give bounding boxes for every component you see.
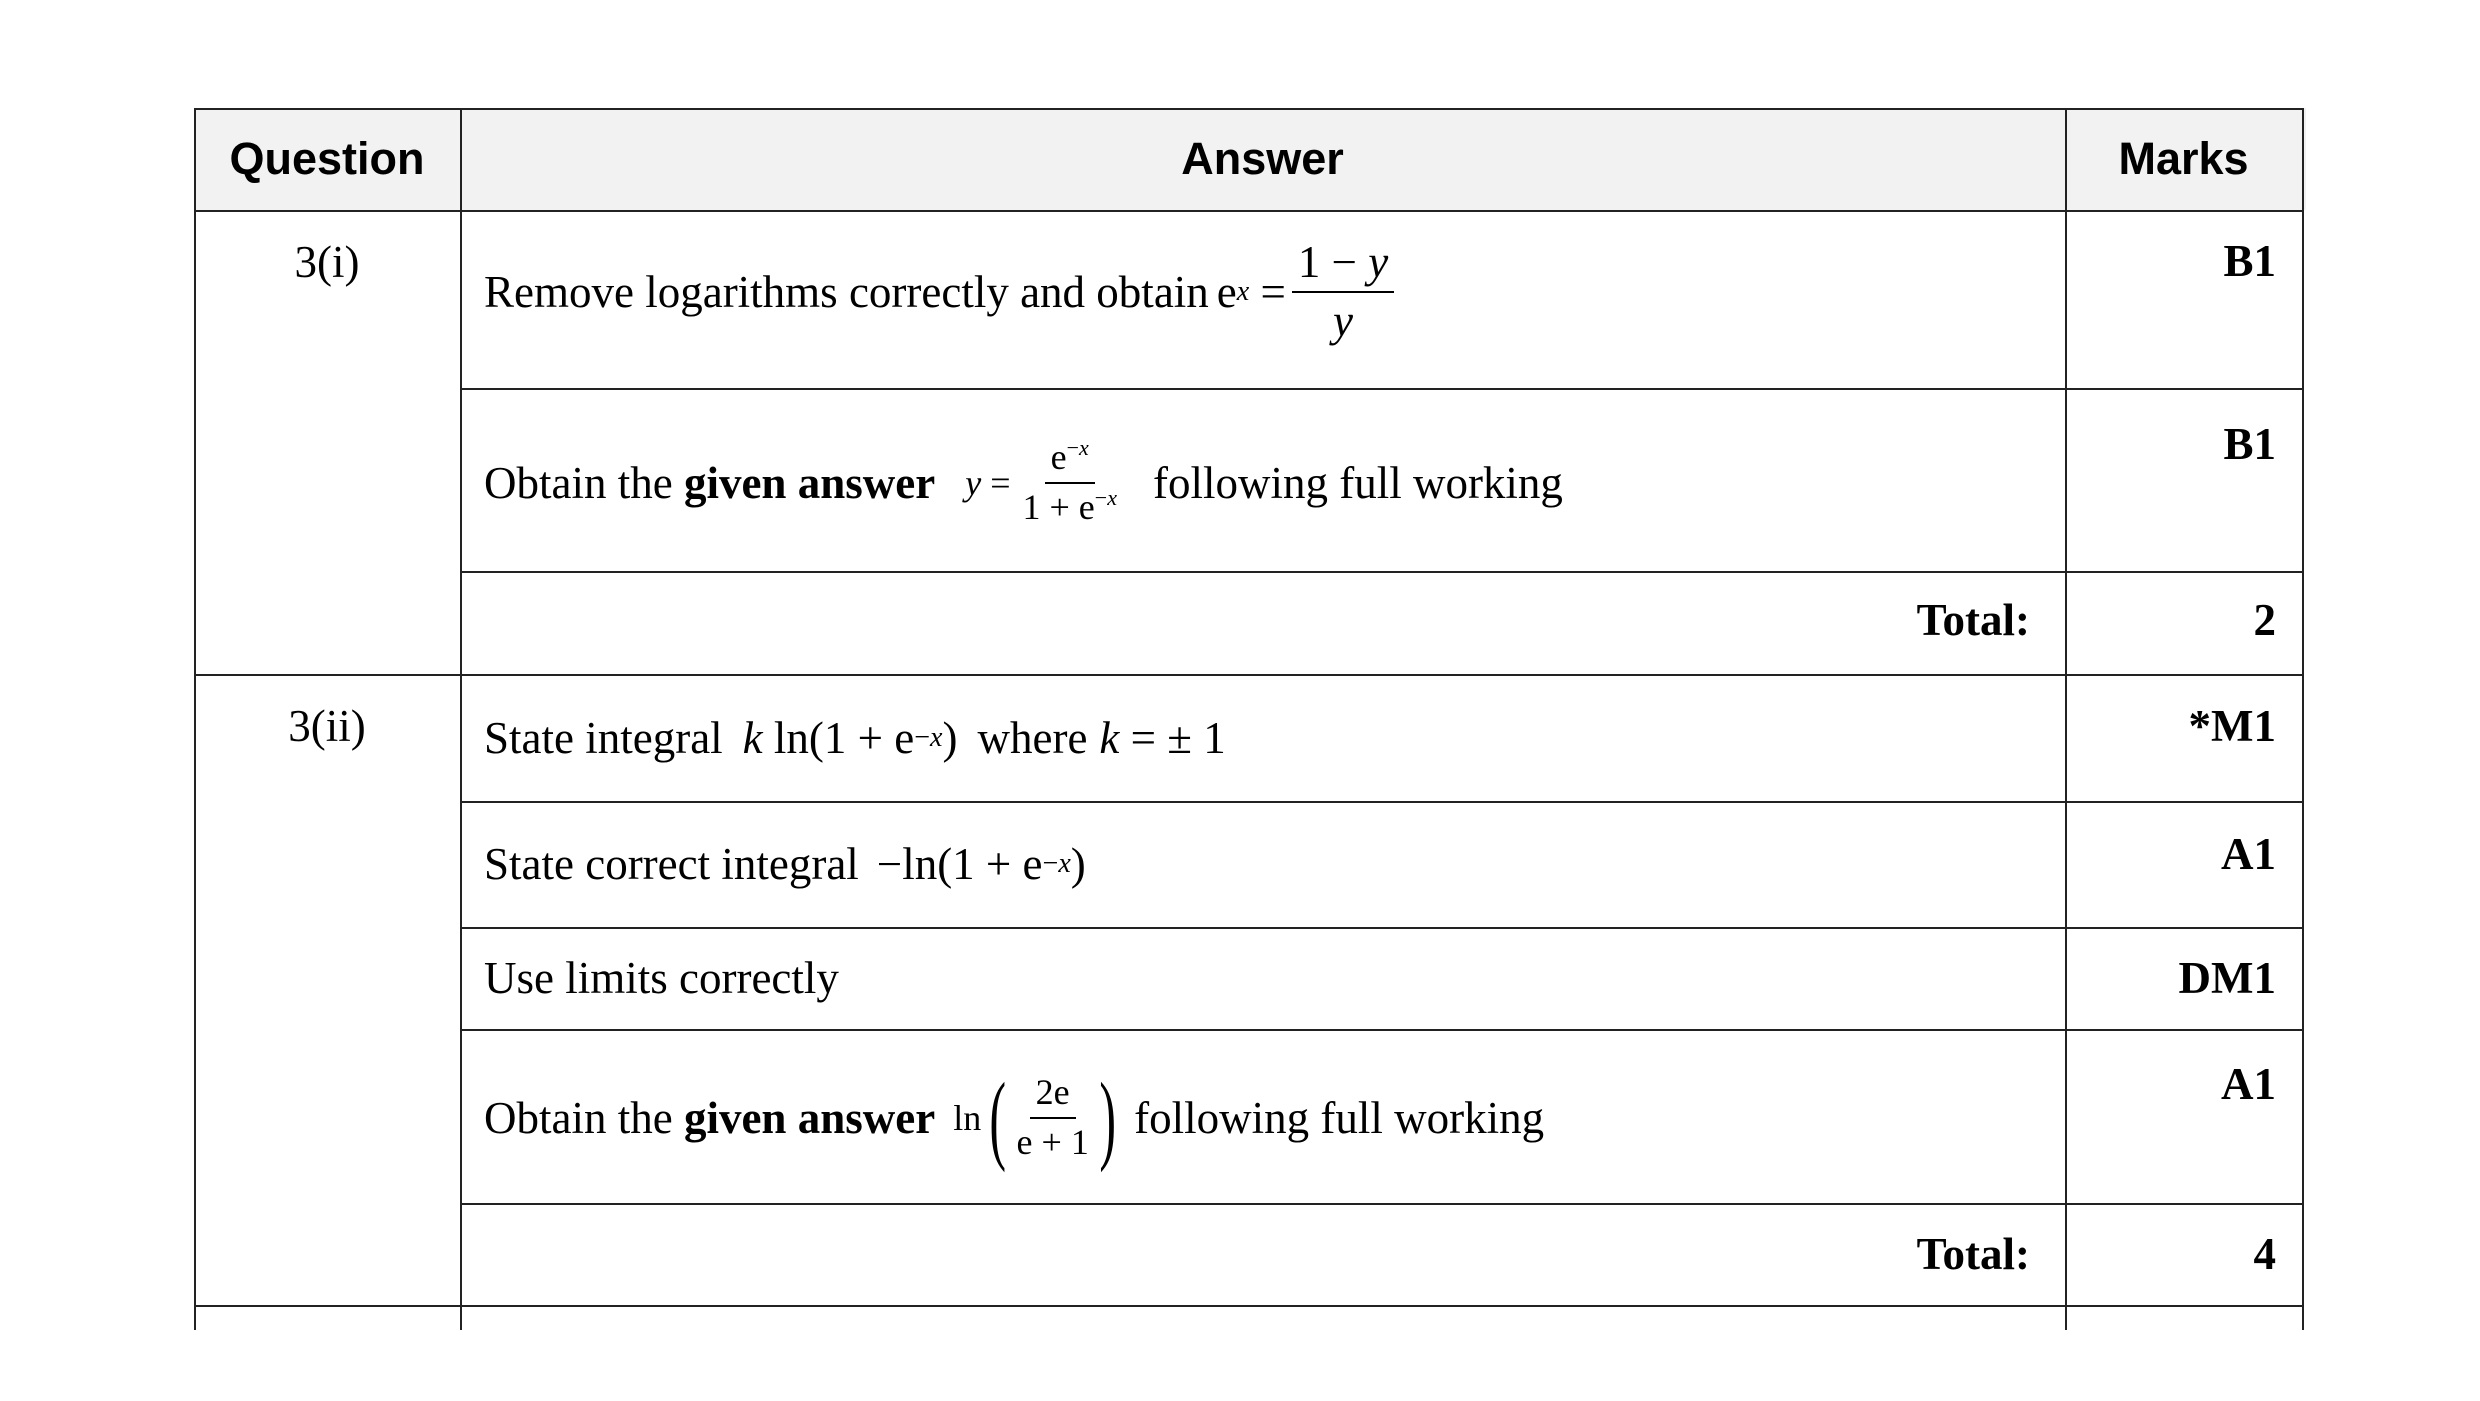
row-border: [460, 571, 2304, 573]
table-border-question: [460, 108, 462, 1330]
header-answer: Answer: [1181, 133, 1344, 184]
answer-text: Use limits correctly: [484, 953, 839, 1003]
mark-value: DM1: [2178, 953, 2276, 1003]
answer-row: [484, 232, 1400, 352]
mark-value: A1: [2221, 1059, 2276, 1109]
row-border: [460, 388, 2304, 390]
header-marks: Marks: [2118, 133, 2249, 184]
answer-text: following full working: [1134, 1093, 1545, 1143]
math-expression: ln ( $\frac{2e}{e + 1}$ ): [953, 1062, 1116, 1173]
question-number: 3(ii): [288, 701, 366, 751]
total-value: 4: [2253, 1229, 2276, 1279]
row-border: [460, 1203, 2304, 1205]
row-border: [460, 1029, 2304, 1031]
math-expression: y = $\frac{e^{-x}}{1 + e^{-x}}$: [965, 438, 1129, 527]
answer-bold: given answer: [683, 1093, 936, 1143]
answer-text: Obtain the: [484, 458, 673, 508]
question-number: 3(i): [294, 237, 360, 287]
question-border: [194, 674, 2304, 676]
answer-text: State integral: [484, 713, 723, 763]
answer-row: [484, 948, 839, 1008]
row-border: [460, 927, 2304, 929]
math-expression: k = ± 1: [1099, 713, 1226, 763]
mark-value: B1: [2223, 419, 2276, 469]
answer-row: [484, 1048, 1544, 1188]
mark-value: B1: [2223, 236, 2276, 286]
answer-row: [484, 418, 1563, 548]
answer-text: State correct integral: [484, 839, 859, 889]
header-question: Question: [229, 133, 425, 184]
answer-row: [484, 708, 1226, 768]
fraction: $\frac{e^{-x}}{1 + e^{-x}}$: [1022, 435, 1117, 527]
fraction: $\frac{1 - y}{y}$: [1292, 238, 1394, 347]
fraction: $\frac{2e}{e + 1}$: [1016, 1072, 1089, 1162]
answer-text: where: [977, 713, 1088, 763]
answer-text: following full working: [1152, 458, 1563, 508]
math-expression: −ln(1 + e −x ): [876, 839, 1086, 889]
mark-value: A1: [2221, 829, 2276, 879]
row-border: [460, 801, 2304, 803]
table-border-answer: [2065, 108, 2067, 1330]
answer-row: [484, 834, 1086, 894]
header-bottom-border: [194, 210, 2304, 212]
answer-text: Obtain the: [484, 1093, 673, 1143]
question-border: [194, 1305, 2304, 1307]
answer-bold: given answer: [683, 458, 936, 508]
total-value: 2: [2253, 595, 2276, 645]
total-label: Total:: [1916, 595, 2030, 645]
table-border-right: [2302, 108, 2304, 1330]
answer-text: Remove logarithms correctly and obtain: [484, 267, 1209, 317]
mark-value: *M1: [2188, 701, 2276, 751]
math-expression: k ln(1 + e −x ): [742, 713, 958, 763]
math-expression: e x = $\frac{1 - y}{y}$: [1217, 238, 1400, 347]
total-label: Total:: [1916, 1229, 2030, 1279]
